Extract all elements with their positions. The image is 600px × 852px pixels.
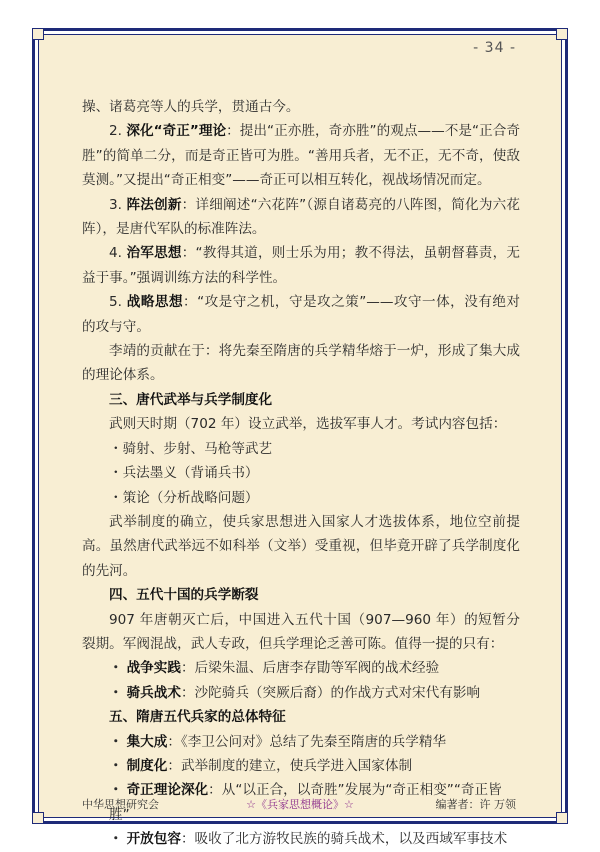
- paragraph-text: ：“教得其道，则士乐为用；教不得法，虽朝督暮责，无益于事。”强调训练方法的科学性。: [82, 245, 521, 286]
- list-item: ・策论（分析战略问题）: [109, 489, 259, 506]
- footer-organization: 中华思想研究会: [82, 798, 159, 811]
- paragraph-text: ：提出“正亦胜，奇亦胜”的观点——不是“正合奇胜”的简单二分，而是奇正皆可为胜。“善用兵者，无不正，无不奇，使敌莫测。”又提出“奇正相变”——奇正可以相互转化，视战场情况而定。: [82, 123, 520, 189]
- keyword: 开放包容: [126, 831, 181, 848]
- list-item-text: ：沙陀骑兵（突厥后裔）的作战方式对宋代有影响: [180, 684, 481, 701]
- corner-ornament: [556, 28, 568, 40]
- bullet-icon: ・: [109, 782, 123, 799]
- corner-ornament: [32, 28, 44, 40]
- list-item: [82, 681, 520, 705]
- keyword: 治军思想: [126, 245, 182, 262]
- paragraph: 武则天时期（702 年）设立武举，选拔军事人才。考试内容包括：: [109, 416, 507, 433]
- corner-ornament: [32, 812, 44, 824]
- list-item: ・兵法墨义（背诵兵书）: [109, 465, 259, 482]
- bullet-icon: ・: [109, 660, 123, 677]
- list-item-text: ：武举制度的建立，使兵学进入国家体制: [167, 757, 413, 774]
- list-number: 5.: [109, 294, 127, 311]
- corner-ornament: [556, 812, 568, 824]
- paragraph: [82, 290, 520, 339]
- keyword: 深化“奇正”理论: [126, 123, 227, 140]
- list-item: [82, 730, 520, 754]
- list-item-text: ：后梁朱温、后唐李存勖等军阀的战术经验: [180, 660, 440, 677]
- paragraph: [82, 193, 520, 242]
- keyword: 战略思想: [126, 294, 184, 311]
- bullet-icon: ・: [109, 733, 123, 750]
- paragraph: [82, 119, 520, 192]
- list-number: 3.: [109, 196, 127, 213]
- paragraph: 操、诸葛亮等人的兵学，贯通古今。: [82, 99, 300, 115]
- bullet-icon: ・: [109, 831, 123, 848]
- keyword: 集大成: [126, 733, 168, 750]
- keyword: 奇正理论深化: [126, 782, 209, 799]
- keyword: 制度化: [126, 757, 168, 774]
- section-heading: 三、唐代武举与兵学制度化: [109, 391, 273, 408]
- page-content: [82, 95, 520, 852]
- paragraph-text: ：“攻是守之机，守是攻之策”——攻守一体，没有绝对的攻与守。: [82, 294, 521, 335]
- keyword: 骑兵战术: [126, 684, 181, 701]
- list-item-text: ：从“以正合，以奇胜”发展为“奇正相变”“奇正皆胜”: [109, 782, 502, 823]
- footer-book-title: ☆《兵家思想概论》☆: [246, 798, 354, 811]
- list-item: [82, 754, 520, 778]
- bullet-icon: ・: [109, 684, 123, 701]
- list-item-text: ：吸收了北方游牧民族的骑兵战术，以及西域军事技术: [180, 831, 508, 848]
- footer-author: 编著者：许 万领: [435, 798, 516, 811]
- list-item: [82, 656, 520, 680]
- paragraph: [82, 241, 520, 290]
- list-item-text: ：《李卫公问对》总结了先秦至隋唐的兵学精华: [167, 733, 447, 750]
- paragraph-text: ：详细阐述“六花阵”（源自诸葛亮的八阵图，简化为六花阵），是唐代军队的标准阵法。: [82, 196, 520, 238]
- list-item: ・骑射、步射、马枪等武艺: [109, 440, 273, 457]
- paragraph: 武举制度的确立，使兵家思想进入国家人才选拔体系，地位空前提高。虽然唐代武举远不如科举（文举）受重视，但毕竟开辟了兵学制度化的先河。: [82, 513, 520, 579]
- list-item: [82, 827, 520, 851]
- paragraph: 907 年唐朝灭亡后，中国进入五代十国（907—960 年）的短暂分裂期。军阀混战，武人专政，但兵学理论乏善可陈。值得一提的只有：: [82, 611, 520, 652]
- bullet-icon: ・: [109, 757, 123, 774]
- paragraph: 李靖的贡献在于：将先秦至隋唐的兵学精华熔于一炉，形成了集大成的理论体系。: [82, 343, 520, 384]
- section-heading: 五、隋唐五代兵家的总体特征: [109, 709, 286, 726]
- page-number: - 34 -: [473, 40, 516, 56]
- list-number: 4.: [109, 245, 127, 262]
- keyword: 阵法创新: [126, 196, 182, 213]
- section-heading: 四、五代十国的兵学断裂: [109, 587, 259, 604]
- list-number: 2.: [109, 123, 127, 140]
- keyword: 战争实践: [126, 660, 181, 677]
